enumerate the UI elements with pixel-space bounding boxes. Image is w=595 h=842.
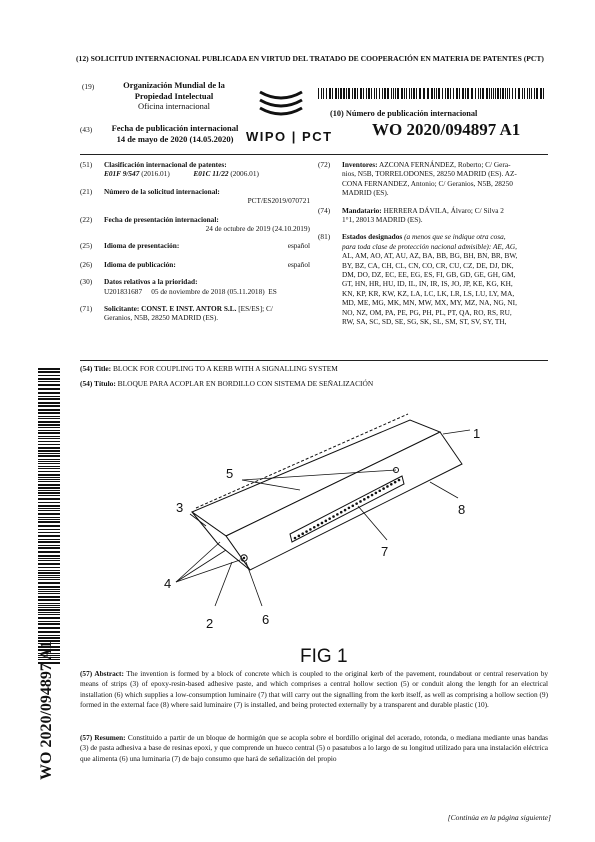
- barcode-bar: [416, 88, 417, 99]
- barcode-bar: [38, 579, 60, 580]
- barcode-top: [318, 86, 548, 97]
- barcode-bar: [38, 484, 60, 486]
- barcode-bar: [445, 88, 446, 99]
- field-code: (81): [318, 232, 331, 242]
- barcode-bar: [527, 88, 528, 99]
- field-code: (71): [80, 304, 93, 314]
- ipc-class-1-date: (2016.01): [141, 169, 170, 179]
- barcode-bar: [329, 88, 331, 99]
- led-dot: [398, 479, 401, 482]
- barcode-bar: [453, 88, 454, 99]
- barcode-bar: [495, 88, 496, 99]
- field-code: (25): [80, 241, 93, 251]
- inventor-line: MADRID (ES).: [342, 188, 389, 198]
- barcode-bar: [38, 572, 60, 574]
- inventor-line: CONA FERNANDEZ, Antonio; C/ Geranios, N5B, 28250: [342, 178, 513, 188]
- led-dot: [298, 535, 301, 538]
- barcode-bar: [38, 529, 60, 530]
- wipo-logo-icon: [256, 86, 306, 122]
- figure-label-7: 7: [381, 544, 389, 559]
- barcode-bar: [531, 88, 532, 99]
- led-dot: [348, 507, 351, 510]
- field-code: (72): [318, 160, 331, 169]
- barcode-bar: [409, 88, 410, 99]
- field-code: (21): [80, 186, 93, 196]
- abstract-es: [80, 733, 548, 764]
- barcode-bar: [38, 596, 60, 598]
- barcode-bar: [450, 88, 451, 99]
- publication-type-heading: (12) SOLICITUD INTERNACIONAL PUBLICADA EN VIRTUD DEL TRATADO DE COOPERACIÓN EN MATERIA DE PATENTES (PCT): [76, 54, 544, 63]
- barcode-bar: [38, 519, 60, 520]
- barcode-bar: [404, 88, 405, 99]
- figure-label-8: 8: [458, 502, 466, 517]
- barcode-bar: [391, 88, 392, 99]
- barcode-bar: [38, 468, 60, 469]
- designated-states-line: para toda clase de protección nacional admisible): AE, AG,: [342, 241, 517, 251]
- title-es-text: BLOQUE PARA ACOPLAR EN BORDILLO CON SISTEMA DE SEÑALIZACIÓN: [117, 379, 374, 388]
- barcode-bar: [38, 495, 60, 496]
- figure-caption: FIG 1: [300, 646, 348, 667]
- barcode-bar: [38, 438, 60, 439]
- pubdate-code: (43): [80, 125, 93, 134]
- barcode-bar: [38, 447, 60, 449]
- barcode-bar: [354, 88, 356, 99]
- barcode-bar: [497, 88, 499, 99]
- barcode-bar: [348, 88, 350, 99]
- barcode-bar: [343, 88, 345, 99]
- barcode-bar: [462, 88, 464, 99]
- title-en: [80, 364, 338, 374]
- barcode-bar: [38, 430, 60, 431]
- barcode-bar: [38, 593, 60, 594]
- f26-label: Idioma de publicación:: [104, 259, 176, 269]
- barcode-bar: [340, 88, 342, 99]
- barcode-bar: [442, 88, 443, 99]
- field-code: (51): [80, 160, 93, 169]
- barcode-bar: [363, 88, 364, 99]
- barcode-bar: [38, 612, 60, 613]
- barcode-bar: [38, 631, 60, 633]
- barcode-bar: [38, 455, 60, 457]
- f74-label: Mandatario:: [342, 205, 382, 215]
- ipc-class-1: E01F 9/547: [104, 169, 140, 179]
- barcode-bar: [357, 88, 358, 99]
- designated-states-line: AL, AM, AO, AT, AU, AZ, BA, BB, BG, BH, BN, BR, BW,: [342, 251, 518, 261]
- barcode-bar: [524, 88, 525, 99]
- barcode-bar: [406, 88, 407, 99]
- continued-note: [Continúa en la página siguiente]: [447, 813, 551, 822]
- led-dot: [336, 513, 339, 516]
- barcode-bar: [38, 637, 60, 639]
- barcode-side: [38, 368, 60, 668]
- barcode-bar: [38, 510, 60, 511]
- barcode-bar: [38, 388, 60, 390]
- led-dot: [371, 494, 374, 497]
- barcode-bar: [38, 545, 60, 546]
- f51-label: Clasificación internacional de patentes:: [104, 160, 227, 169]
- barcode-bar: [38, 591, 60, 592]
- barcode-bar: [384, 88, 386, 99]
- f81-label: Estados designados: [342, 232, 403, 242]
- field-code: (74): [318, 205, 331, 215]
- org-block: [104, 80, 244, 112]
- barcode-bar: [38, 479, 60, 480]
- barcode-bar: [38, 441, 60, 442]
- barcode-bar: [38, 541, 60, 543]
- barcode-bar: [38, 409, 60, 411]
- barcode-bar: [371, 88, 372, 99]
- applicant-name: CONST. E INST. ANTOR S.L.: [141, 304, 237, 314]
- barcode-bar: [518, 88, 520, 99]
- barcode-bar: [38, 371, 60, 373]
- led-dot: [351, 504, 354, 507]
- led-dot: [382, 487, 385, 490]
- barcode-bar: [482, 88, 484, 99]
- barcode-bar: [397, 88, 399, 99]
- barcode-bar: [419, 88, 421, 99]
- barcode-bar: [38, 474, 60, 476]
- right-column: [318, 160, 550, 327]
- barcode-bar: [475, 88, 476, 99]
- barcode-bar: [321, 88, 322, 99]
- barcode-bar: [38, 463, 60, 464]
- barcode-bar: [486, 88, 488, 99]
- org-code: (19): [82, 82, 95, 91]
- pubdate-label: Fecha de publicación internacional: [111, 123, 239, 133]
- barcode-bar: [38, 547, 60, 549]
- barcode-bar: [38, 621, 60, 622]
- barcode-bar: [534, 88, 535, 99]
- title-es: [80, 379, 373, 389]
- led-dot: [321, 522, 324, 525]
- barcode-bar: [38, 384, 60, 386]
- led-dot: [378, 489, 381, 492]
- led-dot: [390, 483, 393, 486]
- barcode-bar: [38, 563, 60, 565]
- barcode-bar: [38, 582, 60, 584]
- inventor-line: AZCONA FERNÁNDEZ, Roberto; C/ Gera-: [378, 160, 511, 169]
- divider: [80, 360, 548, 361]
- barcode-bar: [38, 614, 60, 615]
- pubnum-label: (10) Número de publicación internacional: [330, 109, 478, 118]
- barcode-bar: [38, 505, 60, 507]
- barcode-bar: [38, 461, 60, 462]
- designated-states-line: NO, NZ, OM, PA, PE, PG, PH, PL, PT, QA, RO, RS, RU,: [342, 307, 512, 317]
- barcode-bar: [38, 586, 60, 588]
- led-dot: [309, 528, 312, 531]
- ipc-class-2-date: (2006.01): [230, 169, 259, 179]
- barcode-bar: [38, 471, 60, 472]
- barcode-bar: [38, 421, 60, 423]
- led-dot: [355, 502, 358, 505]
- barcode-bar: [38, 396, 60, 397]
- designated-states-line: KN, KP, KR, KW, KZ, LA, LC, LK, LR, LS, LU, LY, MA,: [342, 288, 515, 298]
- barcode-bar: [38, 498, 60, 500]
- figure-label-3: 3: [176, 500, 184, 515]
- figure-label-2: 2: [206, 616, 214, 631]
- barcode-bar: [38, 412, 60, 414]
- barcode-bar: [413, 88, 415, 99]
- barcode-bar: [352, 88, 353, 99]
- designated-states-line: BY, BZ, CA, CH, CL, CN, CO, CR, CU, CZ, DE, DJ, DK,: [342, 260, 514, 270]
- barcode-bar: [502, 88, 504, 99]
- barcode-bar: [471, 88, 473, 99]
- barcode-bar: [522, 88, 523, 99]
- barcode-bar: [491, 88, 492, 99]
- left-column: [80, 160, 310, 323]
- agent-line: HERRERA DÁVILA, Álvaro; C/ Silva 2: [383, 205, 504, 215]
- led-dot: [305, 530, 308, 533]
- pubnum-value: WO 2020/094897 A1: [372, 120, 521, 139]
- barcode-bar: [505, 88, 506, 99]
- f25-label: Idioma de presentación:: [104, 241, 180, 251]
- designated-states-line: DM, DO, DZ, EC, EE, EG, ES, FI, GB, GD, GE, GH, GM,: [342, 270, 516, 280]
- barcode-bar: [326, 88, 327, 99]
- field-code: (22): [80, 214, 93, 224]
- barcode-bar: [38, 605, 60, 606]
- barcode-bar: [368, 88, 370, 99]
- barcode-bar: [360, 88, 362, 99]
- f30-label: Datos relativos a la prioridad:: [104, 277, 198, 287]
- barcode-bar: [38, 551, 60, 553]
- barcode-bar: [38, 466, 60, 467]
- barcode-bar: [38, 535, 60, 537]
- abstract-en: [80, 669, 548, 710]
- led-dot: [328, 517, 331, 520]
- barcode-bar: [38, 450, 60, 452]
- barcode-bar: [395, 88, 396, 99]
- barcode-bar: [38, 599, 60, 601]
- led-dot: [375, 492, 378, 495]
- barcode-bar: [38, 635, 60, 636]
- org-office: Oficina internacional: [138, 101, 210, 111]
- barcode-bar: [38, 477, 60, 478]
- pubdate-block: [100, 123, 250, 144]
- barcode-bar: [480, 88, 481, 99]
- barcode-bar: [434, 88, 435, 99]
- led-dot: [313, 526, 316, 529]
- led-dot: [325, 520, 328, 523]
- barcode-bar: [427, 88, 429, 99]
- led-dot: [394, 481, 397, 484]
- barcode-bar: [540, 88, 542, 99]
- f72-label: Inventores:: [342, 160, 378, 169]
- pubdate-value: 14 de mayo de 2020 (14.05.2020): [116, 133, 234, 144]
- barcode-bar: [376, 88, 377, 99]
- barcode-bar: [38, 436, 60, 437]
- barcode-bar: [38, 555, 60, 557]
- barcode-bar: [38, 570, 60, 571]
- field-code: (30): [80, 277, 93, 287]
- barcode-bar: [38, 481, 60, 482]
- barcode-bar: [38, 427, 60, 428]
- application-number: PCT/ES2019/070721: [247, 196, 310, 206]
- f71-label: Solicitante:: [104, 304, 140, 314]
- barcode-bar: [382, 88, 383, 99]
- barcode-bar: [401, 88, 403, 99]
- barcode-bar: [38, 375, 60, 376]
- barcode-bar: [456, 88, 458, 99]
- barcode-bar: [38, 405, 60, 407]
- applicant-address-2: Geranios, N5B, 28250 MADRID (ES).: [104, 313, 219, 323]
- barcode-bar: [38, 575, 60, 576]
- barcode-bar: [38, 424, 60, 426]
- barcode-bar: [387, 88, 389, 99]
- barcode-bar: [38, 402, 60, 404]
- barcode-bar: [493, 88, 494, 99]
- barcode-bar: [38, 381, 60, 382]
- barcode-bar: [38, 378, 60, 380]
- led-dot: [301, 532, 304, 535]
- led-dot: [344, 509, 347, 512]
- barcode-bar: [38, 567, 60, 568]
- barcode-bar: [366, 88, 367, 99]
- figure-label-6: 6: [262, 612, 270, 627]
- org-name-1: Organización Mundial de la: [123, 80, 225, 90]
- barcode-bar: [38, 617, 60, 619]
- led-dot: [359, 500, 362, 503]
- barcode-bar: [423, 88, 425, 99]
- barcode-bar: [438, 88, 440, 99]
- title-es-label: (54) Título:: [80, 379, 116, 388]
- filing-language: español: [287, 241, 310, 251]
- designated-states-line: GT, HN, HR, HU, ID, IL, IN, IR, IS, JO, JP, KE, KG, KH,: [342, 279, 513, 289]
- barcode-bar: [38, 490, 60, 491]
- barcode-bar: [38, 623, 60, 625]
- barcode-bar: [379, 88, 380, 99]
- led-dot: [363, 498, 366, 501]
- side-publication-number: WO 2020/094897 A1: [38, 640, 55, 780]
- barcode-bar: [467, 88, 469, 99]
- inventor-line: nios, N5B, TORRELODONES, 28250 MADRID (ES). AZ-: [342, 169, 517, 179]
- patent-figure: [140, 410, 520, 640]
- barcode-bar: [38, 444, 60, 445]
- barcode-bar: [38, 607, 60, 608]
- barcode-bar: [459, 88, 460, 99]
- led-dot: [386, 485, 389, 488]
- barcode-bar: [38, 525, 60, 527]
- barcode-bar: [543, 88, 544, 99]
- barcode-bar: [507, 88, 508, 99]
- barcode-bar: [509, 88, 510, 99]
- wipo-logo-text: WIPO | PCT: [246, 129, 333, 144]
- title-en-label: (54) Title:: [80, 364, 112, 373]
- barcode-bar: [38, 513, 60, 515]
- barcode-bar: [335, 88, 337, 99]
- barcode-bar: [38, 398, 60, 400]
- barcode-bar: [318, 88, 319, 99]
- led-dot: [317, 524, 320, 527]
- barcode-bar: [38, 517, 60, 518]
- divider: [80, 154, 548, 155]
- figure-label-1: 1: [473, 426, 481, 441]
- barcode-bar: [436, 88, 437, 99]
- barcode-bar: [38, 492, 60, 494]
- barcode-bar: [512, 88, 513, 99]
- barcode-bar: [465, 88, 466, 99]
- barcode-bar: [515, 88, 516, 99]
- barcode-bar: [38, 508, 60, 509]
- barcode-bar: [38, 558, 60, 559]
- barcode-bar: [38, 487, 60, 489]
- barcode-bar: [536, 88, 538, 99]
- barcode-bar: [374, 88, 375, 99]
- barcode-bar: [38, 432, 60, 434]
- led-dot: [340, 511, 343, 514]
- title-en-text: BLOCK FOR COUPLING TO A KERB WITH A SIGNALLING SYSTEM: [113, 364, 338, 373]
- barcode-bar: [393, 88, 394, 99]
- priority-data: U201831687 05 de noviembre de 2018 (05.11.2018) ES: [104, 286, 277, 296]
- led-dot: [367, 496, 370, 499]
- abstract-es-label: (57) Resumen:: [80, 733, 126, 742]
- led-dot: [332, 515, 335, 518]
- barcode-bar: [38, 603, 60, 604]
- barcode-bar: [38, 521, 60, 523]
- ipc-class-2: E01C 11/22: [193, 169, 229, 179]
- publication-language: español: [287, 259, 310, 269]
- barcode-bar: [489, 88, 490, 99]
- org-name-2: Propiedad Intelectual: [134, 90, 214, 101]
- barcode-bar: [38, 577, 60, 578]
- barcode-bar: [478, 88, 479, 99]
- barcode-bar: [323, 88, 324, 99]
- barcode-bar: [38, 416, 60, 417]
- designated-states-line: (a menos que se indique otra cosa,: [404, 232, 506, 242]
- barcode-bar: [38, 532, 60, 533]
- barcode-bar: [38, 609, 60, 611]
- barcode-bar: [38, 459, 60, 460]
- field-code: (26): [80, 259, 93, 269]
- barcode-bar: [38, 368, 60, 370]
- applicant-address-1: [ES/ES]; C/: [238, 304, 273, 314]
- barcode-bar: [332, 88, 333, 99]
- barcode-bar: [38, 560, 60, 561]
- figure-label-5: 5: [226, 466, 234, 481]
- abstract-en-label: (57) Abstract:: [80, 669, 124, 678]
- barcode-bar: [38, 502, 60, 503]
- f22-label: Fecha de presentación internacional:: [104, 214, 219, 224]
- barcode-bar: [431, 88, 433, 99]
- agent-line: 1°1, 28013 MADRID (ES).: [342, 215, 423, 225]
- barcode-bar: [346, 88, 347, 99]
- barcode-bar: [38, 539, 60, 540]
- designated-states-line: RW, SA, SC, SD, SE, SG, SK, SL, SM, ST, SV, SY, TH,: [342, 317, 507, 327]
- barcode-bar: [529, 88, 530, 99]
- filing-date: 24 de octubre de 2019 (24.10.2019): [205, 224, 310, 234]
- figure-label-4: 4: [164, 576, 172, 591]
- barcode-bar: [38, 453, 60, 454]
- barcode-bar: [38, 589, 60, 590]
- barcode-bar: [500, 88, 501, 99]
- barcode-bar: [38, 627, 60, 629]
- barcode-bar: [411, 88, 412, 99]
- abstract-es-text: Constituido a partir de un bloque de hormigón que se acopla sobre el bordillo original del acerado, rotonda, o mediana mediante unas bandas (3) de pasta adhesiva a base de resinas epoxi, y que comprende un hueco central (5) o pasatubos a lo largo de su longitud utilizado para una instalación eléctrica que alimenta (6) una luminaria (7) de bajo consumo que hará de señalización del propio: [80, 733, 548, 763]
- barcode-bar: [338, 88, 339, 99]
- designated-states-line: MD, ME, MG, MK, MN, MW, MX, MY, MZ, NA, NG, NI,: [342, 298, 517, 308]
- barcode-bar: [38, 392, 60, 394]
- abstract-en-text: The invention is formed by a block of concrete which is coupled to the original kerb of the pavement, roundabout or central reservation by means of strips (3) of epoxy-resin-based adhesive paste, and which comprises a central hollow section (5) or conduit along the length for an electrical installation (6) which supplies a low-consumption luminaire (7) that will carry out the signalling from the kerb itself, as well as comprising a hollow section (9) formed in the external face (8) where said luminaire (7) is installed, and being protected externally by a transparent and durable plastic (10).: [80, 669, 548, 709]
- barcode-bar: [38, 418, 60, 419]
- f21-label: Número de la solicitud internacional:: [104, 186, 220, 196]
- barcode-bar: [447, 88, 449, 99]
- led-dot: [294, 537, 297, 540]
